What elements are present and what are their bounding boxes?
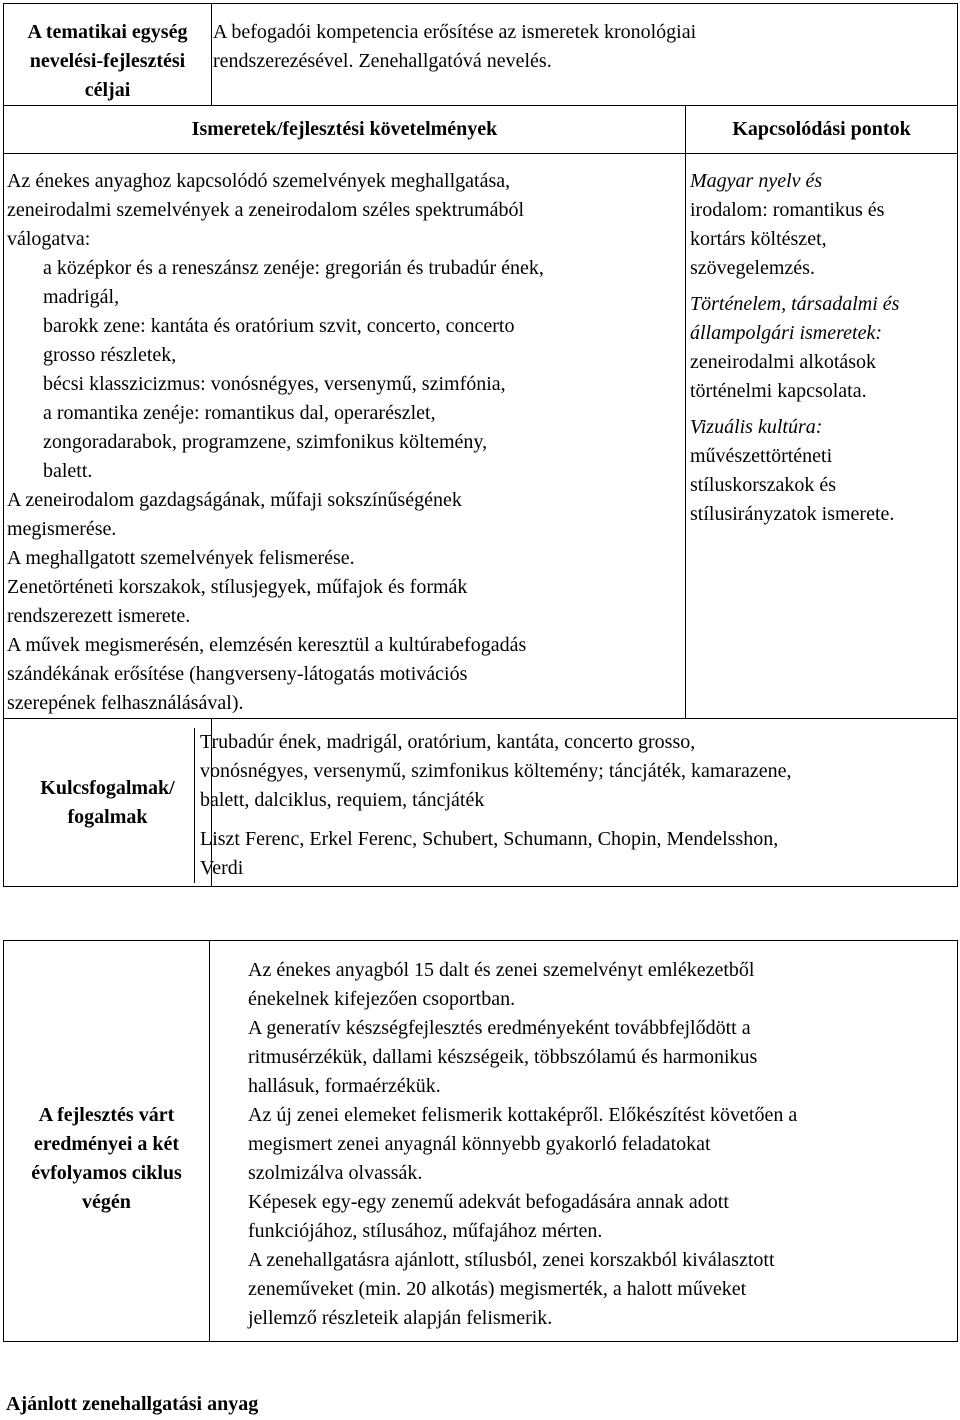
connection-line: állampolgári ismeretek: xyxy=(690,322,883,344)
curriculum-table xyxy=(3,3,958,887)
key-persons-line: Liszt Ferenc, Erkel Ferenc, Schubert, Schumann, Chopin, Mendelsshon, xyxy=(200,828,779,850)
requirement-line: A művek megismerésén, elemzésén keresztül a kultúrabefogadás xyxy=(7,634,527,656)
key-concepts-label-line: fogalmak xyxy=(67,805,148,828)
connection-line: stílusirányzatok ismerete. xyxy=(690,503,895,525)
requirement-line: rendszerezett ismerete. xyxy=(7,605,191,627)
outcome-line: Az új zenei elemeket felismerik kottaképről. Előkészítést követően a xyxy=(248,1104,798,1126)
outcome-line: jellemző részleteik alapján felismerik. xyxy=(248,1307,553,1329)
outcome-line: A zenehallgatásra ajánlott, stílusból, zenei korszakból kiválasztott xyxy=(248,1249,775,1271)
connection-line: Magyar nyelv és xyxy=(690,170,823,192)
outcomes-list xyxy=(248,956,957,1333)
outcomes-label-line: végén xyxy=(82,1191,131,1213)
connection-line: Történelem, társadalmi és xyxy=(690,293,900,315)
outcomes-table xyxy=(3,940,958,1342)
key-persons-line: Verdi xyxy=(200,857,244,879)
outcome-line: ritmusérzékük, dallami készségeik, többszólamú és harmonikus xyxy=(248,1046,758,1068)
outcomes-label-cell xyxy=(4,941,210,1342)
outcomes-label-line: A fejlesztés várt xyxy=(38,1104,175,1126)
connection-group xyxy=(690,290,957,406)
key-concepts-line: balett, dalciklus, requiem, táncjáték xyxy=(200,789,485,811)
requirement-line: szerepének felhasználásával). xyxy=(7,692,244,714)
requirement-line: a romantika zenéje: romantikus dal, operarészlet, xyxy=(43,402,436,424)
outcome-line: hallásuk, formaérzékük. xyxy=(248,1075,441,1097)
requirement-line: Az énekes anyaghoz kapcsolódó szemelvények meghallgatása, xyxy=(7,170,511,192)
connection-line: történelmi kapcsolata. xyxy=(690,380,867,402)
outcomes-label-line: eredményei a két xyxy=(33,1133,180,1155)
key-concepts-cell xyxy=(200,719,958,887)
outcome-line: Képesek egy-egy zenemű adekvát befogadására annak adott xyxy=(248,1191,729,1213)
connection-line: irodalom: romantikus és xyxy=(690,199,885,221)
requirement-line: megismerése. xyxy=(7,518,117,540)
requirement-line: zeneirodalmi szemelvények a zeneirodalom széles spektrumából xyxy=(7,199,525,221)
goals-text-line: rendszerezésével. Zenehallgatóvá nevelés. xyxy=(213,50,552,72)
key-concepts-line: vonósnégyes, versenymű, szimfonikus költemény; táncjáték, kamarazene, xyxy=(200,760,792,782)
connections-list xyxy=(690,167,957,529)
requirement-line: zongoradarabok, programzene, szimfonikus költemény, xyxy=(43,431,488,453)
requirement-line: válogatva: xyxy=(7,228,91,250)
connection-group xyxy=(690,167,957,283)
requirement-line: grosso részletek, xyxy=(43,344,177,366)
goals-text-cell xyxy=(212,4,958,106)
requirement-line: barokk zene: kantáta és oratórium szvit, concerto, concerto xyxy=(43,315,515,337)
key-concepts-label-line: Kulcsfogalmak/ xyxy=(40,776,175,799)
outcome-line: zeneműveket (min. 20 alkotás) megismerték, a halott műveket xyxy=(248,1278,747,1300)
requirement-line: madrigál, xyxy=(43,286,120,308)
connection-line: szövegelemzés. xyxy=(690,257,815,279)
requirement-line: A meghallgatott szemelvények felismerése. xyxy=(7,547,355,569)
goals-label-cell xyxy=(4,4,212,106)
outcomes-cell xyxy=(210,941,958,1342)
connection-line: zeneirodalmi alkotások xyxy=(690,351,877,373)
requirements-header: Ismeretek/fejlesztési követelmények xyxy=(4,106,686,154)
requirement-line: balett. xyxy=(43,460,93,482)
key-concepts-list xyxy=(194,728,957,883)
requirement-line: szándékának erősítése (hangverseny-látogatás motivációs xyxy=(7,663,468,685)
outcome-line: funkciójához, stílusához, műfajához mérten. xyxy=(248,1220,603,1242)
key-concepts-label-cell xyxy=(4,719,212,887)
requirements-list xyxy=(7,167,685,718)
connection-group xyxy=(690,413,957,529)
connection-line: stíluskorszakok és xyxy=(690,474,837,496)
requirement-line: a középkor és a reneszánsz zenéje: gregorián és trubadúr ének, xyxy=(43,257,544,279)
connection-line: művészettörténeti xyxy=(690,445,833,467)
connection-line: kortárs költészet, xyxy=(690,228,827,250)
requirement-line: bécsi klasszicizmus: vonósnégyes, versenymű, szimfónia, xyxy=(43,373,506,395)
goals-label-line: nevelési-fejlesztési xyxy=(29,50,186,72)
connections-header: Kapcsolódási pontok xyxy=(686,106,958,154)
outcome-line: A generatív készségfejlesztés eredményeként továbbfejlődött a xyxy=(248,1017,751,1039)
connections-cell xyxy=(686,154,958,719)
connection-line: Vizuális kultúra: xyxy=(690,416,823,438)
goals-label-line: céljai xyxy=(84,79,131,101)
outcome-line: szolmizálva olvassák. xyxy=(248,1162,423,1184)
goals-text-line: A befogadói kompetencia erősítése az ismeretek kronológiai xyxy=(213,21,697,43)
outcomes-label-line: évfolyamos ciklus xyxy=(31,1162,182,1184)
requirement-line: Zenetörténeti korszakok, stílusjegyek, műfajok és formák xyxy=(7,576,468,598)
key-concepts-line: Trubadúr ének, madrigál, oratórium, kantáta, concerto grosso, xyxy=(200,731,696,753)
recommended-listening-heading: Ajánlott zenehallgatási anyag xyxy=(6,1393,259,1415)
requirement-line: A zeneirodalom gazdagságának, műfaji sokszínűségének xyxy=(7,489,462,511)
outcome-line: megismert zenei anyagnál könnyebb gyakorló feladatokat xyxy=(248,1133,711,1155)
outcome-line: énekelnek kifejezően csoportban. xyxy=(248,988,516,1010)
requirements-cell xyxy=(4,154,686,719)
outcome-line: Az énekes anyagból 15 dalt és zenei szemelvényt emlékezetből xyxy=(248,959,755,981)
goals-label-line: A tematikai egység xyxy=(27,21,188,43)
